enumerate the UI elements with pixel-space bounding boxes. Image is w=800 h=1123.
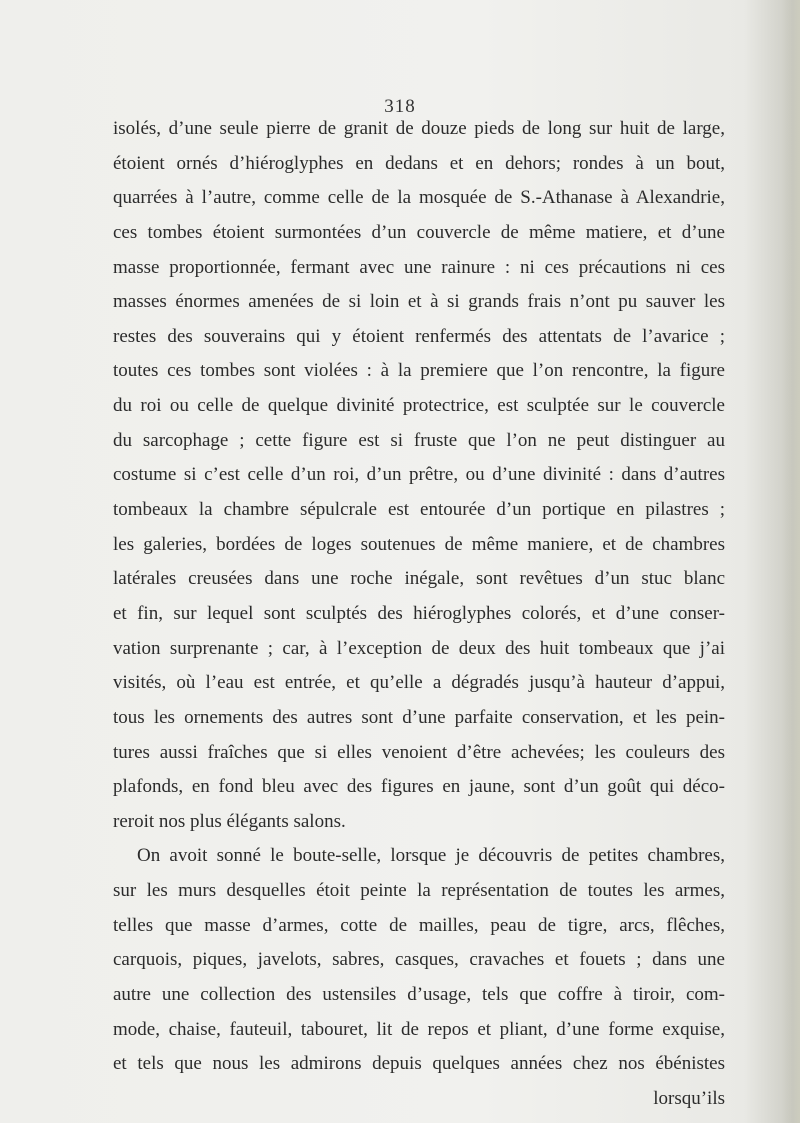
text-line: tous les ornements des autres sont d’une parfaite conservation, et les pein- xyxy=(113,706,725,728)
text-line: quarrées à l’autre, comme celle de la mosquée de S.-Athanase à Alexandrie, xyxy=(113,187,725,209)
text-line: restes des souverains qui y étoient renfermés des attentats de l’avarice ; xyxy=(113,325,725,347)
text-line: toutes ces tombes sont violées : à la premiere que l’on rencontre, la figure xyxy=(113,360,725,382)
text-line: masses énormes amenées de si loin et à si grands frais n’ont pu sauver les xyxy=(113,291,725,313)
page-edge-shadow xyxy=(782,0,800,1123)
text-line: du roi ou celle de quelque divinité protectrice, est sculptée sur le couvercle xyxy=(113,395,725,417)
text-line-paragraph-start: On avoit sonné le boute-selle, lorsque je découvris de petites chambres, xyxy=(137,845,725,867)
catchword: lorsqu’ils xyxy=(653,1087,725,1109)
text-line: les galeries, bordées de loges soutenues de même maniere, et de chambres xyxy=(113,533,725,555)
text-line: masse proportionnée, fermant avec une rainure : ni ces précautions ni ces xyxy=(113,256,725,278)
text-line: isolés, d’une seule pierre de granit de douze pieds de long sur huit de large, xyxy=(113,118,725,139)
text-line: étoient ornés d’hiéroglyphes en dedans et en dehors; rondes à un bout, xyxy=(113,152,725,174)
text-line: latérales creusées dans une roche inégale, sont revêtues d’un stuc blanc xyxy=(113,568,725,590)
text-line: mode, chaise, fauteuil, tabouret, lit de repos et pliant, d’une forme exquise, xyxy=(113,1018,725,1040)
page-number: 318 xyxy=(384,96,416,117)
text-line: carquois, piques, javelots, sabres, casques, cravaches et fouets ; dans une xyxy=(113,949,725,971)
text-line: du sarcophage ; cette figure est si fruste que l’on ne peut distinguer au xyxy=(113,429,725,451)
text-line-paragraph-end: reroit nos plus élégants salons. xyxy=(113,810,346,832)
text-line: costume si c’est celle d’un roi, d’un prêtre, ou d’une divinité : dans d’autres xyxy=(113,464,725,486)
text-line: ces tombes étoient surmontées d’un couvercle de même matiere, et d’une xyxy=(113,221,725,243)
text-line: vation surprenante ; car, à l’exception de deux des huit tombeaux que j’ai xyxy=(113,637,725,659)
text-line: autre une collection des ustensiles d’usage, tels que coffre à tiroir, com- xyxy=(113,984,725,1006)
text-line: tures aussi fraîches que si elles venoient d’être achevées; les couleurs des xyxy=(113,741,725,763)
text-line: et tels que nous les admirons depuis quelques années chez nos ébénistes xyxy=(113,1053,725,1075)
text-line: visités, où l’eau est entrée, et qu’elle a dégradés jusqu’à hauteur d’appui, xyxy=(113,672,725,694)
body-text xyxy=(113,112,725,1117)
text-line: et fin, sur lequel sont sculptés des hiéroglyphes colorés, et d’une conser- xyxy=(113,602,725,624)
text-line: telles que masse d’armes, cotte de mailles, peau de tigre, arcs, flêches, xyxy=(113,914,725,936)
text-line: plafonds, en fond bleu avec des figures en jaune, sont d’un goût qui déco- xyxy=(113,776,725,798)
text-line: sur les murs desquelles étoit peinte la représentation de toutes les armes, xyxy=(113,880,725,902)
text-line: tombeaux la chambre sépulcrale est entourée d’un portique en pilastres ; xyxy=(113,499,725,521)
